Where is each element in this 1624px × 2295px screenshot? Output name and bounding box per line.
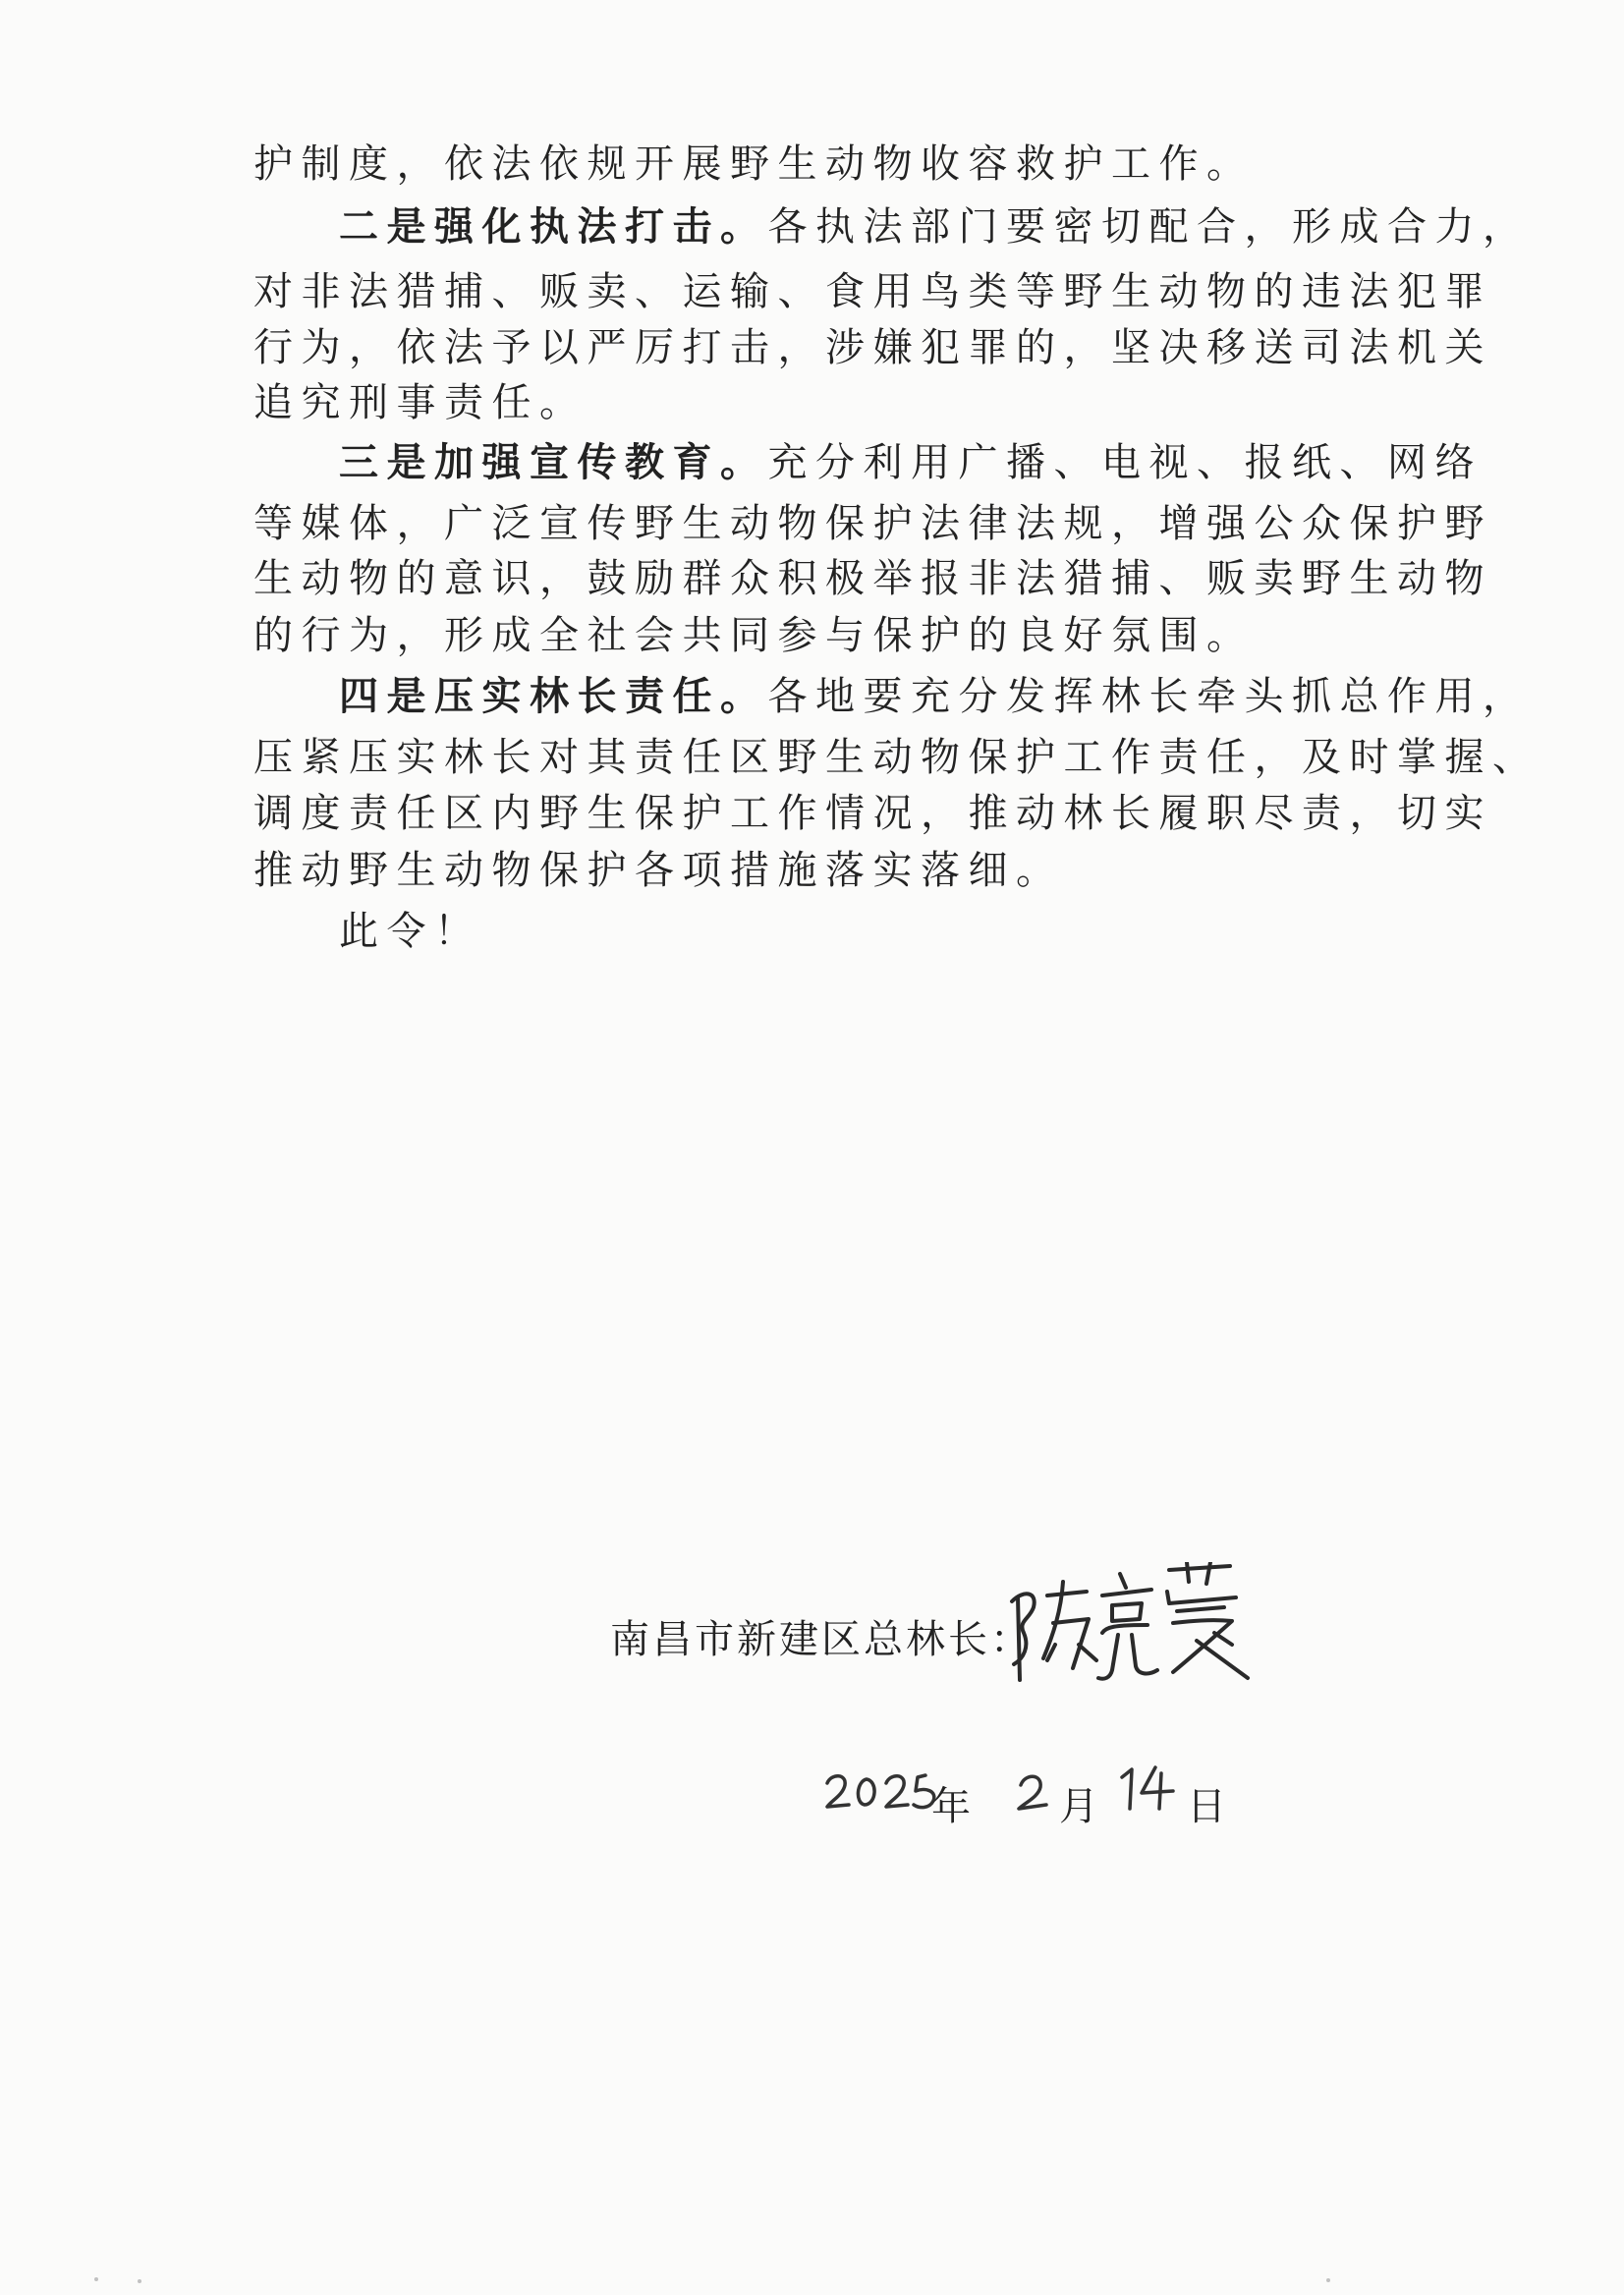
paragraph-lead: 四是压实林长责任。	[339, 673, 768, 719]
body-line: 生动物的意识，鼓励群众积极举报非法猎捕、贩卖野生动物	[253, 556, 1492, 601]
paragraph-lead: 三是加强宣传教育。	[339, 439, 768, 485]
body-line	[339, 203, 1531, 250]
body-text: 各地要充分发挥林长牵头抓总作用，	[767, 674, 1531, 719]
body-line	[339, 673, 1531, 719]
body-text: 各执法部门要密切配合，形成合力，	[767, 204, 1531, 250]
signature-date	[823, 1763, 1236, 1829]
year-unit: 年	[931, 1784, 971, 1829]
body-line: 压紧压实林长对其责任区野生动物保护工作责任，及时掌握、	[253, 735, 1540, 780]
scan-speck	[138, 2279, 141, 2283]
month-unit: 月	[1059, 1784, 1098, 1829]
scan-speck	[1326, 2278, 1330, 2282]
handwritten-day	[1116, 1763, 1179, 1813]
body-line: 推动野生动物保护各项措施落实落细。	[253, 848, 1064, 893]
body-line	[339, 439, 1483, 485]
body-line: 的行为，形成全社会共同参与保护的良好氛围。	[253, 613, 1255, 658]
handwritten-month	[1015, 1763, 1054, 1813]
signature-label: 南昌市新建区总林长：	[610, 1617, 1033, 1662]
paragraph-lead: 二是强化执法打击。	[339, 203, 768, 250]
handwritten-signature	[1004, 1562, 1250, 1690]
body-line: 调度责任区内野生保护工作情况，推动林长履职尽责，切实	[253, 791, 1492, 836]
closing-line: 此令！	[339, 909, 482, 954]
body-line: 行为，依法予以严厉打击，涉嫌犯罪的，坚决移送司法机关	[253, 325, 1492, 370]
body-line: 等媒体，广泛宣传野生动物保护法律法规，增强公众保护野	[253, 501, 1492, 546]
body-text: 充分利用广播、电视、报纸、网络	[767, 440, 1483, 485]
day-unit: 日	[1187, 1784, 1226, 1829]
body-line: 护制度，依法依规开展野生动物收容救护工作。	[253, 141, 1255, 187]
body-line: 对非法猎捕、贩卖、运输、食用鸟类等野生动物的违法犯罪	[253, 269, 1492, 314]
scan-speck	[94, 2277, 98, 2281]
body-line: 追究刑事责任。	[253, 380, 588, 425]
